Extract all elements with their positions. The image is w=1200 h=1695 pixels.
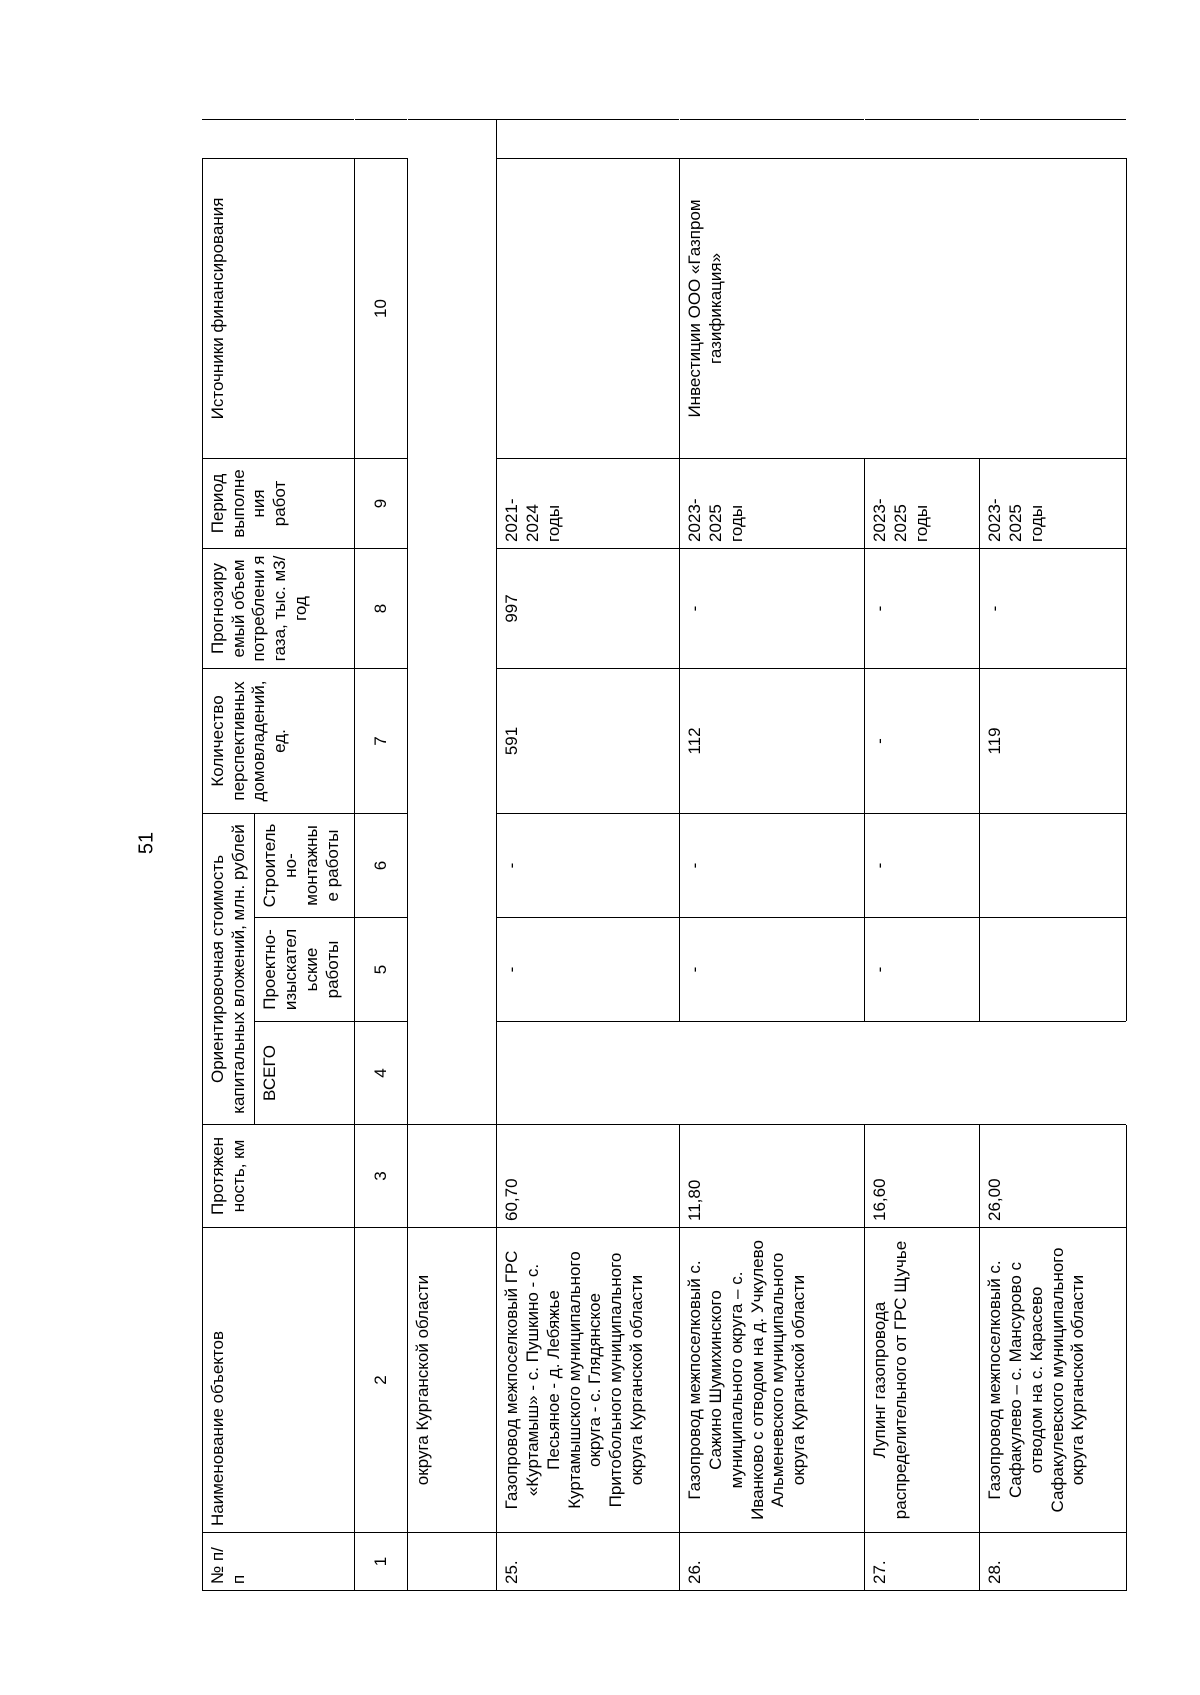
- row-construction-cost: -: [865, 813, 980, 917]
- rotated-table-container: [202, 120, 1160, 1591]
- row-households: 112: [680, 668, 865, 813]
- row-length: 11,80: [680, 1125, 865, 1228]
- colnum-6: 6: [355, 813, 408, 917]
- header-name: Наименование объектов: [203, 1228, 355, 1533]
- row-total-cost: [497, 1022, 1127, 1125]
- row-spacer: [497, 119, 680, 158]
- header-cost-group: Ориентировочная стоимость капитальных вложений, млн. рублей: [203, 813, 255, 1124]
- row-design-cost: -: [680, 918, 865, 1022]
- investment-table: [202, 119, 1127, 1591]
- row-length: 16,60: [865, 1125, 980, 1228]
- colnum-9: 9: [355, 458, 408, 548]
- row-number: 25.: [497, 1533, 680, 1591]
- header-spacer: [203, 119, 355, 158]
- header-row: [203, 119, 255, 1590]
- row-gas-volume: -: [865, 548, 980, 668]
- row-construction-cost: -: [680, 813, 865, 917]
- header-financing: Источники финансирования: [203, 158, 355, 458]
- row-spacer: [980, 119, 1127, 158]
- page-number: 51: [135, 831, 158, 855]
- colnum-1: 1: [355, 1533, 408, 1591]
- header-length: Протяжен ность, км: [203, 1125, 355, 1228]
- header-period: Период выполне ния работ: [203, 458, 355, 548]
- row-spacer: [865, 119, 980, 158]
- colnum-3: 3: [355, 1125, 408, 1228]
- group-row: [408, 119, 497, 1590]
- colnum-5: 5: [355, 918, 408, 1022]
- row-object-name: Лупинг газопровода распределительного от ГРС Щучье: [865, 1228, 980, 1533]
- row-construction-cost: -: [497, 813, 680, 917]
- table-row: [497, 119, 680, 1590]
- group-title: округа Курганской области: [408, 1228, 497, 1533]
- row-design-cost: [980, 918, 1127, 1022]
- row-households: -: [865, 668, 980, 813]
- group-cell-rest: [408, 119, 497, 1124]
- row-length: 26,00: [980, 1125, 1127, 1228]
- row-financing: [497, 158, 680, 458]
- row-period: 2021-2024 годы: [497, 458, 680, 548]
- header-design-works: Проектно-изыскател ьские работы: [255, 918, 355, 1022]
- row-number: 26.: [680, 1533, 865, 1591]
- row-households: 119: [980, 668, 1127, 813]
- row-gas-volume: -: [980, 548, 1127, 668]
- header-total: ВСЕГО: [255, 1022, 355, 1125]
- group-num-cell: [408, 1533, 497, 1591]
- row-households: 591: [497, 668, 680, 813]
- colnum-10: 10: [355, 158, 408, 458]
- colnum-2: 2: [355, 1228, 408, 1533]
- header-number: № п/п: [203, 1533, 355, 1591]
- table-row: [680, 119, 865, 1590]
- row-construction-cost: [980, 813, 1127, 917]
- row-number: 28.: [980, 1533, 1127, 1591]
- colnum-4: 4: [355, 1022, 408, 1125]
- row-length: 60,70: [497, 1125, 680, 1228]
- column-number-row: [355, 119, 408, 1590]
- row-object-name: Газопровод межпоселковый с. Сафакулево – с. Мансурово с отводом на с. Карасево Сафакулевского муниципального округа Курганской области: [980, 1228, 1127, 1533]
- row-gas-volume: -: [680, 548, 865, 668]
- header-construction-works: Строитель но-монтажны е работы: [255, 813, 355, 917]
- header-gas-volume: Прогнозиру емый объем потреблени я газа, тыс. м3/год: [203, 548, 355, 668]
- row-object-name: Газопровод межпоселковый с. Сажино Шумихинского муниципального округа – с. Иванково с отводом на д. Учкулево Альменевского муниципального округа Курганской области: [680, 1228, 865, 1533]
- row-object-name: Газопровод межпоселковый ГРС «Куртамыш» - с. Пушкино - с. Песьяное - д. Лебяжье Куртамышского муниципального округа - с. Глядянское Притобольного муниципального округа Курганской области: [497, 1228, 680, 1533]
- row-period: 2023-2025 годы: [865, 458, 980, 548]
- row-gas-volume: 997: [497, 548, 680, 668]
- row-period: 2023-2025 годы: [680, 458, 865, 548]
- colnum-7: 7: [355, 668, 408, 813]
- row-spacer: [680, 119, 865, 158]
- row-period: 2023-2025 годы: [980, 458, 1127, 548]
- row-design-cost: -: [865, 918, 980, 1022]
- group-cell-3: [408, 1125, 497, 1228]
- row-financing-source: Инвестиции ООО «Газпром газификация»: [680, 158, 1127, 458]
- colnum-spacer: [355, 119, 408, 158]
- colnum-8: 8: [355, 548, 408, 668]
- header-households: Количество перспективных домовладений, ед.: [203, 668, 355, 813]
- row-number: 27.: [865, 1533, 980, 1591]
- row-design-cost: -: [497, 918, 680, 1022]
